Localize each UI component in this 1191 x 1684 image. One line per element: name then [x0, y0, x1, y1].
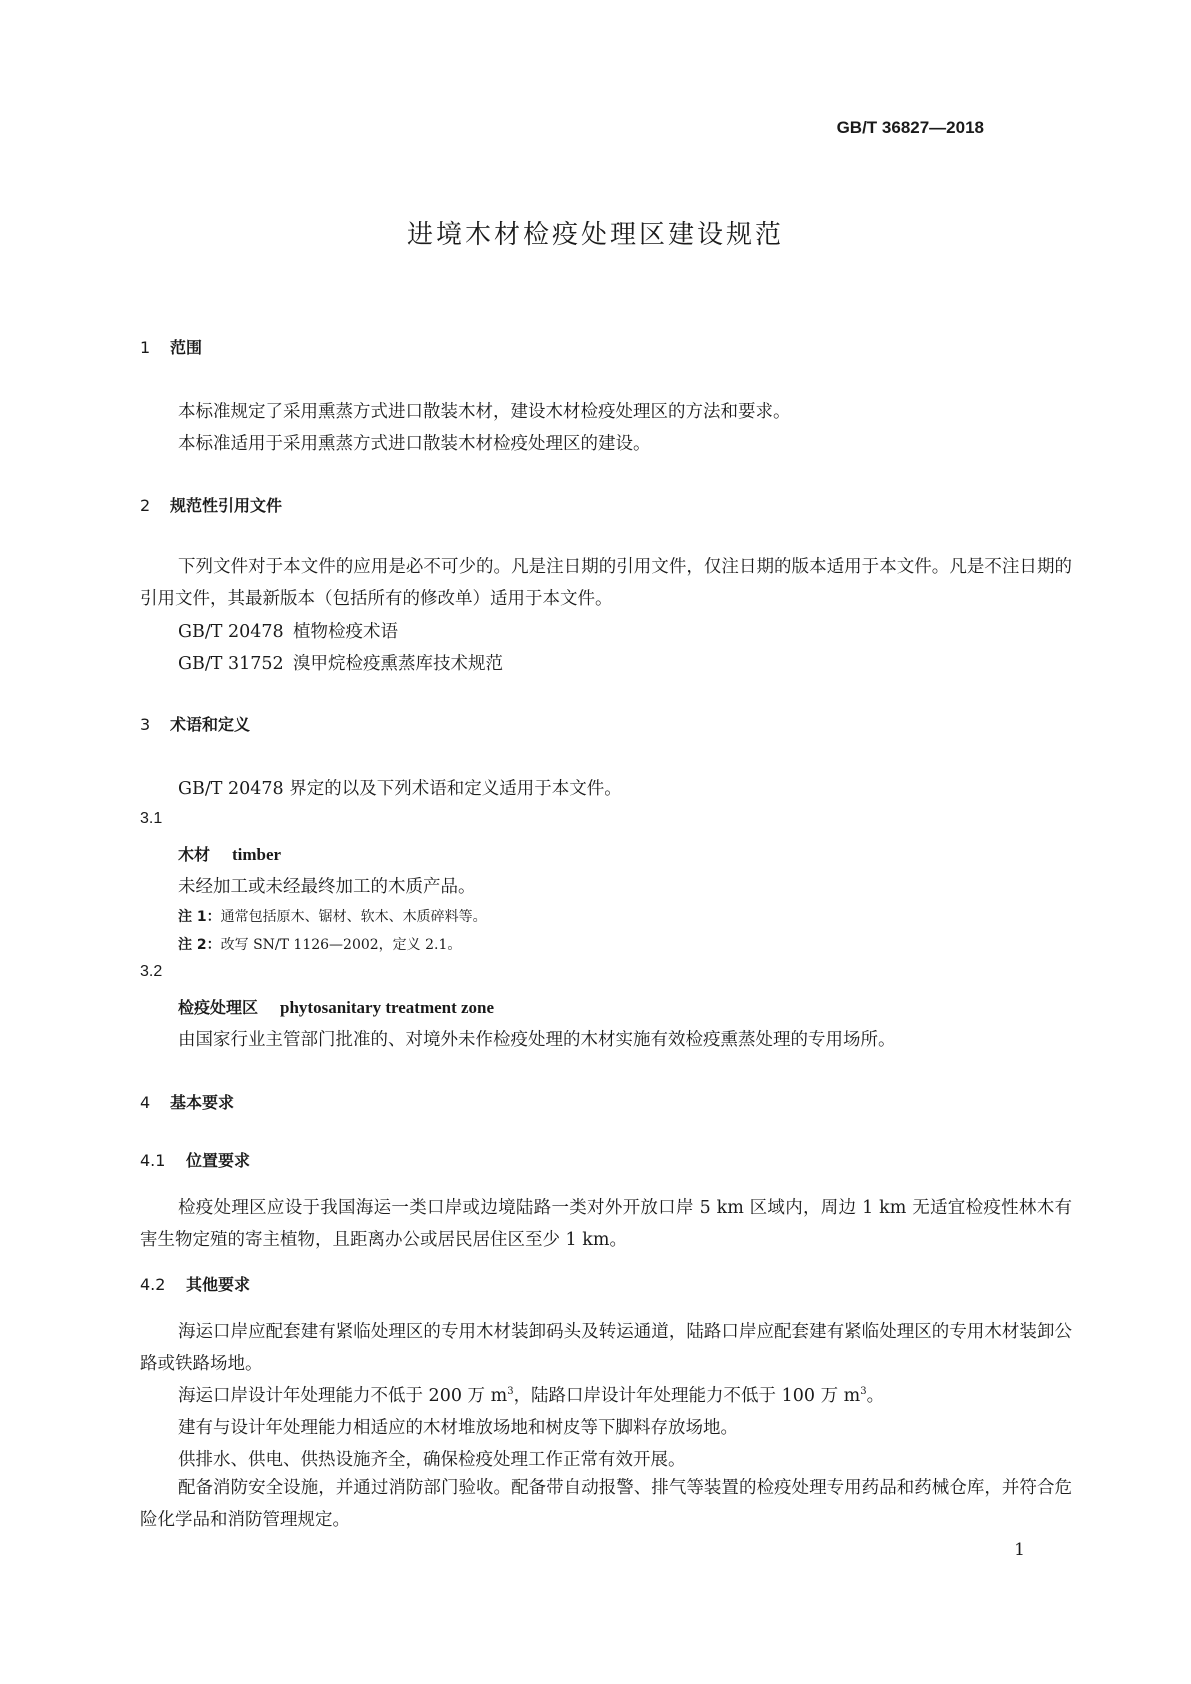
- term-definition: 未经加工或未经最终加工的木质产品。: [178, 877, 476, 897]
- paragraph: [178, 1382, 884, 1407]
- section-title: 范围: [170, 338, 203, 357]
- term-zh: 检疫处理区: [178, 998, 259, 1017]
- note: [178, 906, 487, 926]
- paragraph: 下列文件对于本文件的应用是必不可少的。凡是注日期的引用文件，仅注日期的版本适用于本文件。凡是不注日期的引用文件，其最新版本（包括所有的修改单）适用于本文件。: [140, 557, 1072, 609]
- paragraph: 配备消防安全设施，并通过消防部门验收。配备带自动报警、排气等装置的检疫处理专用药品和药械仓库，并符合危险化学品和消防管理规定。: [140, 1478, 1072, 1530]
- section-4-heading: [140, 1090, 234, 1113]
- note: [178, 934, 461, 954]
- section-number: 1: [140, 338, 151, 357]
- term-definition: 由国家行业主管部门批准的、对境外未作检疫处理的木材实施有效检疫熏蒸处理的专用场所。: [178, 1030, 896, 1050]
- section-number: 2: [140, 496, 151, 515]
- subsection-4-2-heading: [140, 1272, 250, 1295]
- normative-reference: [178, 618, 398, 643]
- section-title: 基本要求: [170, 1093, 235, 1112]
- paragraph: 本标准适用于采用熏蒸方式进口散装木材检疫处理区的建设。: [178, 434, 651, 454]
- reference-code: GB/T 20478: [178, 622, 284, 642]
- note-label: 注 1：: [178, 909, 221, 925]
- document-title: 进境木材检疫处理区建设规范: [406, 220, 784, 250]
- subsection-4-1-heading: [140, 1148, 250, 1171]
- paragraph-text: ，陆路口岸设计年处理能力不低于 100 万 m: [513, 1386, 861, 1406]
- term-number: 3.1: [140, 810, 163, 827]
- paragraph: GB/T 20478 界定的以及下列术语和定义适用于本文件。: [178, 779, 622, 799]
- reference-name: 溴甲烷检疫熏蒸库技术规范: [293, 654, 503, 674]
- paragraph: 建有与设计年处理能力相适应的木材堆放场地和树皮等下脚料存放场地。: [178, 1418, 738, 1438]
- term-entry: [178, 995, 494, 1018]
- section-title: 其他要求: [186, 1275, 251, 1294]
- paragraph: 本标准规定了采用熏蒸方式进口散装木材，建设木材检疫处理区的方法和要求。: [178, 402, 791, 422]
- section-title: 术语和定义: [170, 715, 251, 734]
- section-title: 规范性引用文件: [170, 496, 283, 515]
- section-1-heading: [140, 335, 202, 358]
- section-2-heading: [140, 493, 282, 516]
- normative-reference: [178, 650, 503, 675]
- page-number: 1: [1014, 1540, 1025, 1560]
- section-number: 4.1: [140, 1151, 166, 1170]
- paragraph: 检疫处理区应设于我国海运一类口岸或边境陆路一类对外开放口岸 5 km 区域内，周边 1 km 无适宜检疫性林木有害生物定殖的寄主植物，且距离办公或居民居住区至少 1 km。: [140, 1198, 1072, 1250]
- section-number: 4: [140, 1093, 151, 1112]
- term-number: 3.2: [140, 963, 163, 980]
- term-entry: [178, 842, 281, 865]
- superscript: 3: [860, 1386, 867, 1398]
- standard-code: GB/T 36827—2018: [836, 118, 984, 137]
- term-zh: 木材: [178, 845, 211, 864]
- paragraph: 供排水、供电、供热设施齐全，确保检疫处理工作正常有效开展。: [178, 1450, 686, 1470]
- term-en: phytosanitary treatment zone: [280, 998, 495, 1017]
- superscript: 3: [507, 1386, 514, 1398]
- paragraph-text: 海运口岸设计年处理能力不低于 200 万 m: [178, 1386, 508, 1406]
- note-text: 通常包括原木、锯材、软木、木质碎料等。: [220, 909, 487, 925]
- reference-code: GB/T 31752: [178, 654, 284, 674]
- paragraph: 海运口岸应配套建有紧临处理区的专用木材装卸码头及转运通道，陆路口岸应配套建有紧临处理区的专用木材装卸公路或铁路场地。: [140, 1322, 1072, 1374]
- term-en: timber: [232, 845, 282, 864]
- note-text: 改写 SN/T 1126—2002，定义 2.1。: [220, 937, 462, 953]
- section-title: 位置要求: [186, 1151, 251, 1170]
- paragraph-text: 。: [866, 1386, 885, 1406]
- section-3-heading: [140, 712, 250, 735]
- note-label: 注 2：: [178, 937, 221, 953]
- section-number: 4.2: [140, 1275, 166, 1294]
- reference-name: 植物检疫术语: [293, 622, 398, 642]
- section-number: 3: [140, 715, 151, 734]
